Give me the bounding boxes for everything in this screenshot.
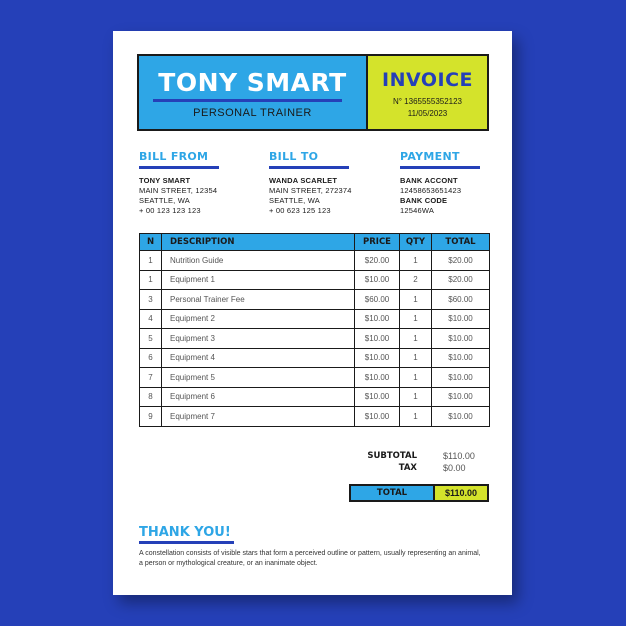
bill-to-title: BILL TO (269, 150, 319, 163)
trainer-name: TONY SMART (158, 68, 347, 97)
row-number: 6 (140, 348, 162, 368)
table-row (140, 309, 490, 329)
col-header-price: PRICE (355, 234, 400, 251)
row-price: $60.00 (355, 290, 400, 310)
row-description: Equipment 1 (162, 270, 355, 290)
row-qty: 1 (400, 251, 432, 271)
col-header-qty: QTY (400, 234, 432, 251)
row-total: $10.00 (432, 387, 490, 407)
col-header-description: DESCRIPTION (162, 234, 355, 251)
row-total: $10.00 (432, 348, 490, 368)
tax-value: $0.00 (443, 463, 466, 473)
row-total: $10.00 (432, 407, 490, 427)
table-row (140, 251, 490, 271)
row-qty: 1 (400, 309, 432, 329)
bill-from-underline (139, 166, 219, 169)
subtotal-value: $110.00 (443, 451, 475, 461)
footer-note: A constellation consists of visible stars that form a perceived outline or pattern, usually representing an animal, a person or mythological creature, or an inanimate object. (139, 550, 481, 567)
row-number: 8 (140, 387, 162, 407)
row-qty: 1 (400, 387, 432, 407)
row-qty: 1 (400, 348, 432, 368)
row-number: 1 (140, 270, 162, 290)
grand-total-value: $110.00 (435, 486, 487, 500)
row-description: Nutrition Guide (162, 251, 355, 271)
row-price: $10.00 (355, 309, 400, 329)
bill-from-line: MAIN STREET, 12354 (139, 186, 218, 195)
row-description: Equipment 5 (162, 368, 355, 388)
row-number: 9 (140, 407, 162, 427)
bill-to-line: MAIN STREET, 272374 (269, 186, 352, 195)
row-description: Equipment 6 (162, 387, 355, 407)
table-row (140, 290, 490, 310)
row-price: $10.00 (355, 368, 400, 388)
invoice-title: INVOICE (382, 69, 473, 91)
row-description: Equipment 3 (162, 329, 355, 349)
row-total: $10.00 (432, 329, 490, 349)
row-total: $60.00 (432, 290, 490, 310)
row-description: Equipment 4 (162, 348, 355, 368)
row-price: $10.00 (355, 407, 400, 427)
row-description: Equipment 7 (162, 407, 355, 427)
table-row (140, 407, 490, 427)
tax-label: TAX (398, 463, 417, 473)
payment-underline (400, 166, 480, 169)
table-row (140, 270, 490, 290)
subtotal-label: SUBTOTAL (367, 451, 417, 461)
table-row (140, 387, 490, 407)
trainer-subtitle: PERSONAL TRAINER (193, 107, 312, 119)
row-number: 3 (140, 290, 162, 310)
name-underline (153, 99, 342, 102)
row-number: 7 (140, 368, 162, 388)
trainer-banner (139, 56, 368, 129)
row-total: $20.00 (432, 251, 490, 271)
bill-from-line: TONY SMART (139, 176, 191, 185)
items-table (139, 233, 490, 427)
payment-section (400, 150, 510, 216)
row-qty: 1 (400, 407, 432, 427)
row-price: $10.00 (355, 348, 400, 368)
row-price: $10.00 (355, 270, 400, 290)
table-header-row (140, 234, 490, 251)
payment-line: BANK CODE (400, 196, 448, 205)
row-number: 5 (140, 329, 162, 349)
row-qty: 1 (400, 290, 432, 310)
row-price: $10.00 (355, 329, 400, 349)
payment-line: 12458653651423 (400, 186, 462, 195)
row-total: $10.00 (432, 368, 490, 388)
bill-to-line: SEATTLE, WA (269, 196, 320, 205)
table-row (140, 348, 490, 368)
row-price: $20.00 (355, 251, 400, 271)
payment-title: PAYMENT (400, 150, 460, 163)
invoice-header (137, 54, 489, 131)
row-description: Equipment 2 (162, 309, 355, 329)
col-header-n: N (140, 234, 162, 251)
bill-from-title: BILL FROM (139, 150, 209, 163)
bill-from-line: + 00 123 123 123 (139, 206, 201, 215)
bill-to-underline (269, 166, 349, 169)
thank-you-underline (139, 541, 234, 544)
row-total: $20.00 (432, 270, 490, 290)
table-row (140, 329, 490, 349)
bill-from-section (139, 150, 249, 216)
bill-to-line: + 00 623 125 123 (269, 206, 331, 215)
col-header-total: TOTAL (432, 234, 490, 251)
thank-you-heading: THANK YOU! (139, 525, 231, 540)
grand-total-label: TOTAL (351, 486, 435, 500)
row-price: $10.00 (355, 387, 400, 407)
payment-line: BANK ACCONT (400, 176, 458, 185)
row-qty: 1 (400, 368, 432, 388)
row-total: $10.00 (432, 309, 490, 329)
payment-line: 12546WA (400, 206, 435, 215)
bill-to-section (269, 150, 379, 216)
row-qty: 2 (400, 270, 432, 290)
invoice-number: N° 1365555352123 (392, 97, 463, 106)
row-number: 1 (140, 251, 162, 271)
table-row (140, 368, 490, 388)
invoice-banner (368, 56, 487, 129)
bill-to-line: WANDA SCARLET (269, 176, 338, 185)
invoice-date: 11/05/2023 (407, 109, 448, 118)
invoice-page (113, 31, 512, 595)
row-number: 4 (140, 309, 162, 329)
row-qty: 1 (400, 329, 432, 349)
row-description: Personal Trainer Fee (162, 290, 355, 310)
bill-from-line: SEATTLE, WA (139, 196, 190, 205)
grand-total-box (349, 484, 489, 502)
